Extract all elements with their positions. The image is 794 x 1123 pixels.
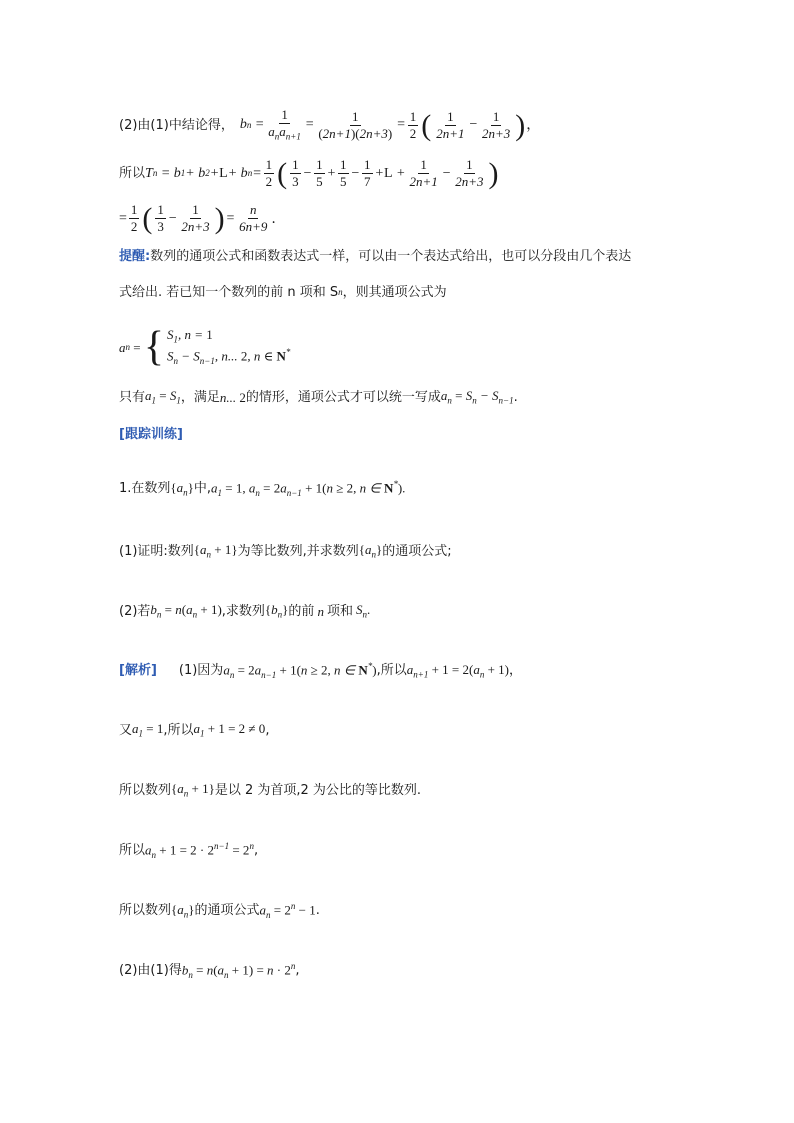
solution-line-2: [119, 158, 499, 190]
tip-line-2: 式给出. 若已知一个数列的前 n 项和 S n ，则其通项公式为: [119, 285, 447, 300]
line1-suffix: ，: [526, 117, 541, 134]
section-heading: [跟踪训练]: [119, 427, 183, 442]
solution-line-3: [119, 203, 276, 235]
analysis-line-1: [解析] (1)因为 $a_n = 2a_{n-1} + 1(n \ge 2$, n ∈ N*) ,所以 $a_{n+1} + 1 = 2(a_n + 1)$ ，: [119, 661, 523, 680]
analysis-line-3: 所以数列 $\{a_n + 1\}$ 是以 2 为首项,2 为公比的等比数列.: [119, 781, 422, 799]
formula-Tn: T n = b 1 + b 2 + L + b n = $\frac{1}{2}$ ( $\frac{1}{3}$ − $\frac{1}{5}$ + $\frac{1}{5}$ − $\frac{1}{7}$ + L + $\frac{1}{2n+1}$ − $\frac{1}{2n+3}$ ): [145, 157, 499, 191]
analysis-line-4: 所以 $a_n + 1 = 2 \cdot 2^{n-1} = 2^n$ ,: [119, 841, 259, 860]
only-line: 只有 $a_1 = S_1$ ，满足 n... 2 的情形，通项公式才可以统一写成 $a_n = S_n - S_{n-1}$ .: [119, 388, 518, 406]
analysis-line-2: 又 $a_1 = 1$ ,所以 $a_1 + 1 = 2 \ne 0$ ,: [119, 721, 270, 739]
tip-text-2: 式给出. 若已知一个数列的前 n 项和 S: [119, 285, 339, 300]
cases-formula: a n = { $S_1$, n = 1 $S_n - S_{n-1}$, n... 2, n ∈ N*: [119, 324, 291, 370]
problem-part-1: (1)证明:数列 $\{a_n + 1\}$ 为等比数列,并求数列 $\{a_n\}$ 的通项公式;: [119, 542, 452, 560]
line2-prefix: 所以: [119, 166, 146, 182]
line3-suffix: .: [271, 210, 276, 227]
tip-label: 提醒:: [119, 249, 151, 264]
tip-line-1: [119, 250, 631, 263]
problem-part-2: (2)若 $b_n = n(a_n + 1)$ ,求数列 $\{b_n\}$ 的前 n 项和 $S_n$.: [119, 602, 371, 620]
formula-bn: b n = $\frac{1}{a_na_{n+1}}$ = $\frac{1}{(2n+1)(2n+3)}$ = $\frac{1}{2}$ ( $\frac{1}{2n+1}$ − $\frac{1}{2n+3}$ ): [239, 107, 526, 142]
tip-text-2-end: ，则其通项公式为: [342, 285, 447, 300]
tip-text-1: 数列的通项公式和函数表达式一样，可以由一个表达式给出，也可以分段由几个表达: [150, 249, 632, 264]
analysis-line-5: 所以数列 $\{a_n\}$ 的通项公式 $a_n = 2^n - 1$ .: [119, 901, 320, 920]
analysis-label: [解析]: [119, 663, 157, 679]
problem-intro: 1.在数列 $\{a_n\}$ 中, $a_1 = 1$, $a_n = 2a_{n-1} + 1(n \ge 2$, n ∈ N*).: [119, 479, 406, 498]
formula-Tn-result: = $\frac{1}{2}$ ( $\frac{1}{3}$ − $\frac{1}{2n+3}$ ) = $\frac{n}{6n+9}$: [119, 202, 268, 236]
analysis-line-6: (2)由(1)得 $b_n = n(a_n + 1) = n \cdot 2^n$ ,: [119, 961, 300, 980]
solution-line-1: [119, 108, 540, 143]
line1-prefix: (2)由(1)中结论得，: [119, 117, 234, 133]
